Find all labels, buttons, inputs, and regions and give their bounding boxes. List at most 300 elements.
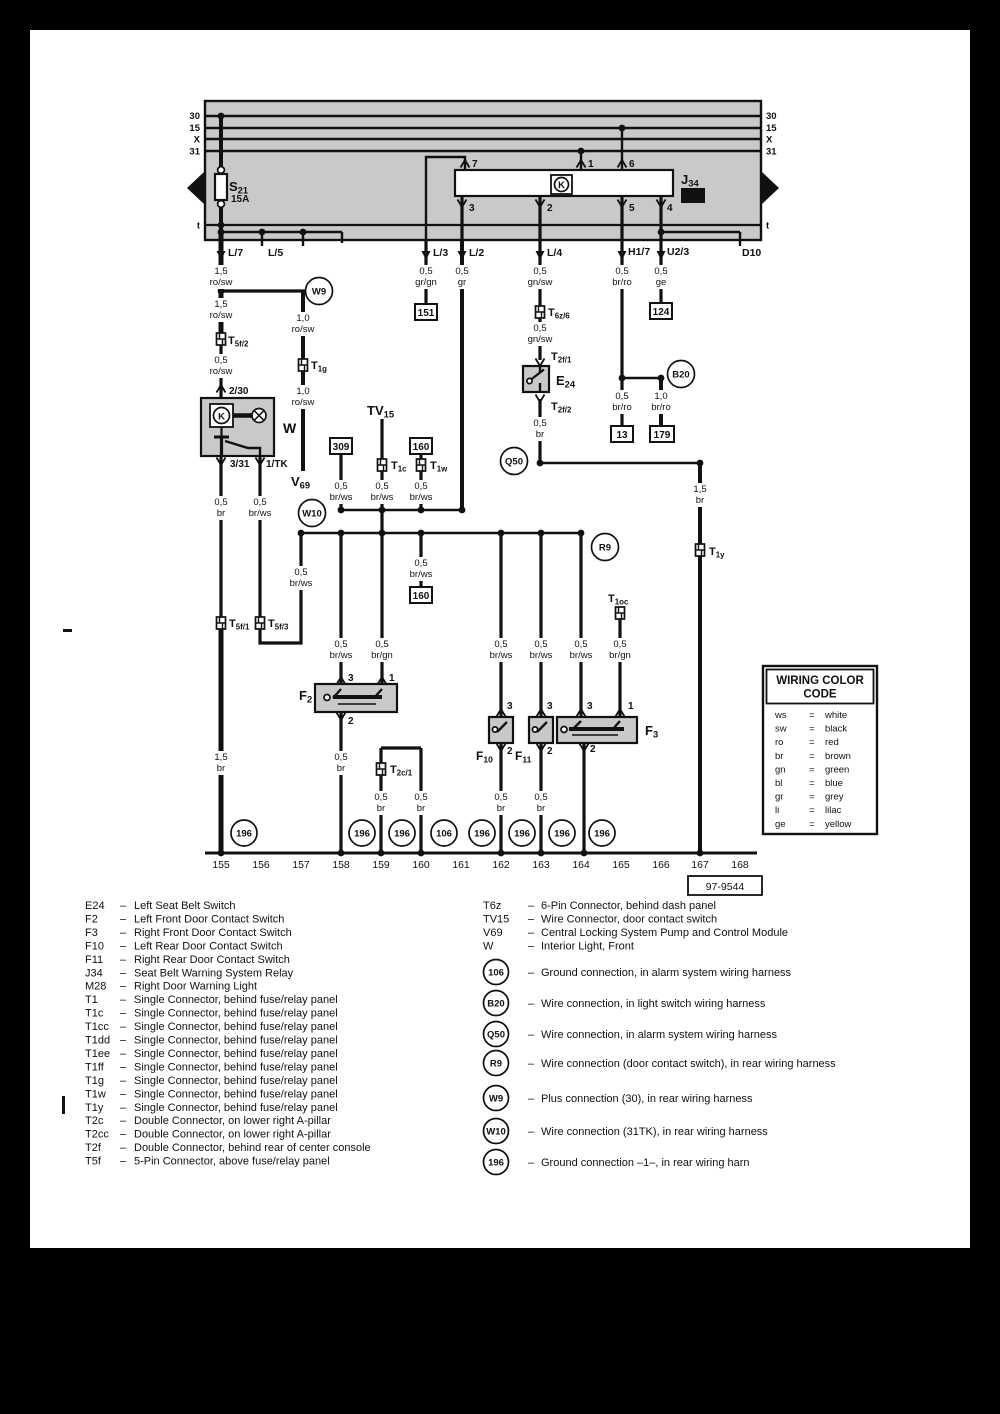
ground-connection-id: 196 xyxy=(474,828,490,840)
legend-desc: Double Connector, on lower right A-pillar xyxy=(134,1115,331,1128)
page-ref-number: 309 xyxy=(332,442,350,453)
wire-label: 0,5 br xyxy=(534,792,548,814)
legend-desc: Double Connector, on lower right A-pillar xyxy=(134,1128,331,1141)
legend-code: M28 xyxy=(85,980,107,993)
wire-label: 1,5 ro/sw xyxy=(209,299,233,321)
color-code-equals: = xyxy=(809,723,815,735)
legend-circle-id: W10 xyxy=(486,1126,506,1138)
wire-label: 0,5 br/ws xyxy=(329,481,353,503)
wire-label: 0,5 br xyxy=(414,792,428,814)
wire-label: 1,0 br/ro xyxy=(651,391,671,413)
wire-label: 0,5 br/ws xyxy=(409,481,433,503)
legend-desc: Single Connector, behind fuse/relay panel xyxy=(134,1021,338,1034)
track-number: 155 xyxy=(212,859,230,871)
legend-dash: – xyxy=(120,900,127,912)
light-bulb-letter: K xyxy=(218,411,225,423)
connector-symbol-icon xyxy=(536,306,545,318)
legend-code: T1y xyxy=(85,1101,104,1114)
wire-label: 0,5 br/ws xyxy=(370,481,394,503)
connector-designation: U2/3 xyxy=(667,246,690,258)
track-number: 156 xyxy=(252,859,270,871)
legend-desc: Right Rear Door Contact Switch xyxy=(134,953,290,966)
junction-dot xyxy=(581,850,588,857)
legend-desc: Seat Belt Warning System Relay xyxy=(134,967,294,980)
connector-designation: L/3 xyxy=(433,247,449,259)
legend-code: T1w xyxy=(85,1088,106,1101)
seat-belt-switch-e24 xyxy=(523,366,549,392)
wire-label: 0,5 gr/gn xyxy=(415,266,437,288)
door-switch-f11 xyxy=(529,717,553,743)
legend-desc: Left Rear Door Contact Switch xyxy=(134,940,283,953)
color-code-equals: = xyxy=(809,764,815,776)
terminal-label: 3 xyxy=(547,701,553,712)
ground-connection-id: 196 xyxy=(594,828,610,840)
wire-label: 0,5 br xyxy=(374,792,388,814)
legend-desc: Single Connector, behind fuse/relay panel xyxy=(134,1047,338,1060)
color-code-equals: = xyxy=(809,778,815,789)
track-number: 163 xyxy=(532,859,550,871)
junction-dot xyxy=(538,530,545,537)
component-label: $T_{2c/1}$ xyxy=(390,764,413,778)
color-code-name: black xyxy=(825,723,848,735)
legend-code: T1 xyxy=(85,994,98,1007)
bus-label: X xyxy=(766,134,773,146)
junction-dot xyxy=(338,850,345,857)
junction-dot xyxy=(459,507,466,514)
terminal-label: 5 xyxy=(629,203,635,214)
legend-dash: – xyxy=(120,1074,127,1087)
legend-desc: Wire connection (31TK), in rear wiring harness xyxy=(541,1126,768,1138)
junction-dot xyxy=(658,375,665,382)
wire-label: 1,5 br xyxy=(214,752,228,774)
wire-label: 0,5 br/ws xyxy=(409,558,433,580)
wiring-color-code xyxy=(763,666,877,834)
color-code-title: CODE xyxy=(803,688,837,701)
component-label: J34 xyxy=(681,172,699,189)
connector-symbol-icon xyxy=(299,359,308,371)
legend-dash: – xyxy=(528,1058,535,1070)
color-code-name: green xyxy=(825,764,850,776)
component-label: $F_{10}$ xyxy=(476,749,493,765)
color-code-equals: = xyxy=(809,805,815,817)
legend-circle-id: B20 xyxy=(487,998,505,1010)
legend-desc: Left Front Door Contact Switch xyxy=(134,913,285,926)
legend-code: T6z xyxy=(483,900,502,912)
wire-label: 0,5 br/ws xyxy=(569,639,593,661)
legend-code: T1cc xyxy=(85,1021,109,1034)
legend-dash: – xyxy=(120,940,127,953)
junction-dot xyxy=(498,850,505,857)
track-number: 162 xyxy=(492,859,510,871)
wire-connection-id: Q50 xyxy=(505,456,523,468)
component-label: 15A xyxy=(231,194,250,205)
junction-dot xyxy=(379,507,386,514)
scan-artifact-bar xyxy=(62,1096,65,1114)
terminal-label: 1 xyxy=(628,701,634,712)
legend-dash: – xyxy=(120,953,127,966)
legend-dash: – xyxy=(528,913,535,926)
legend-dash: – xyxy=(120,994,127,1007)
legend-desc: Double Connector, behind rear of center console xyxy=(134,1142,371,1155)
junction-dot xyxy=(578,530,585,537)
connector-designation: L/4 xyxy=(547,247,563,259)
color-code-equals: = xyxy=(809,791,815,803)
t-label: t xyxy=(196,220,200,232)
junction-dot xyxy=(300,229,307,236)
bus-label: 30 xyxy=(189,111,200,122)
terminal-label: 2 xyxy=(507,746,513,757)
component-label: $F_{11}$ xyxy=(515,749,532,765)
wire-label: 0,5 gn/sw xyxy=(527,323,553,345)
legend-dash: – xyxy=(120,913,127,926)
legend-code: E24 xyxy=(85,900,105,912)
terminal-label: 2 xyxy=(348,716,354,727)
bus-label: 31 xyxy=(189,146,200,158)
wire-label: 0,5 br xyxy=(214,497,228,519)
legend-code: J34 xyxy=(85,967,103,980)
junction-dot xyxy=(418,530,425,537)
legend-dash: – xyxy=(120,967,127,980)
component-label: $T_{1c}$ xyxy=(391,460,407,474)
color-code-name: red xyxy=(825,737,839,749)
component-label: $T_{1w}$ xyxy=(430,460,448,474)
legend-dash: – xyxy=(120,1088,127,1101)
track-number: 159 xyxy=(372,859,390,871)
junction-dot xyxy=(338,530,345,537)
legend-desc: Interior Light, Front xyxy=(541,940,634,953)
color-code-abbr: li xyxy=(775,805,780,817)
legend-circle-id: 196 xyxy=(488,1157,504,1169)
wire-label: 0,5 br/ws xyxy=(489,639,513,661)
legend-circle-id: Q50 xyxy=(487,1029,505,1041)
component-label: TV15 xyxy=(367,403,395,420)
color-code-abbr: gn xyxy=(775,764,786,776)
component-label: $T_{2f/2}$ xyxy=(551,401,572,415)
ground-connection-id: 196 xyxy=(354,828,370,840)
legend-desc: Left Seat Belt Switch xyxy=(134,900,236,912)
terminal-label: 7 xyxy=(472,159,478,170)
legend-code: T1ee xyxy=(85,1047,111,1060)
connector-symbol-icon xyxy=(217,617,226,629)
junction-dot xyxy=(578,148,585,155)
connector-symbol-icon xyxy=(377,763,386,775)
legend-desc: Ground connection –1–, in rear wiring harn xyxy=(541,1157,750,1169)
track-number: 167 xyxy=(691,859,709,871)
component-label: $T_{2f/1}$ xyxy=(551,351,572,365)
legend-code: V69 xyxy=(483,926,503,939)
legend-dash: – xyxy=(120,980,127,993)
wire-connection-id: B20 xyxy=(672,369,690,381)
page-ref-number: 124 xyxy=(652,307,670,318)
legend-desc: Wire connection, in light switch wiring harness xyxy=(541,998,766,1010)
terminal-label: 4 xyxy=(667,203,673,214)
component-label: E24 xyxy=(556,373,576,390)
diagram-number-box xyxy=(688,876,762,895)
track-number: 164 xyxy=(572,859,590,871)
terminal-label: 2/30 xyxy=(229,386,249,397)
legend-dash: – xyxy=(120,1047,127,1060)
bus-label: 30 xyxy=(766,111,777,122)
color-code-abbr: ro xyxy=(775,737,784,749)
bus-label: 15 xyxy=(189,123,200,134)
legend-dash: – xyxy=(528,940,535,953)
color-code-equals: = xyxy=(809,818,815,830)
connector-symbol-icon xyxy=(256,617,265,629)
legend-dash: – xyxy=(120,1101,127,1114)
wire-label: 1,0 ro/sw xyxy=(291,386,315,408)
component-label: $T_{5f/2}$ xyxy=(228,335,249,349)
component-label: $T_{6z/6}$ xyxy=(548,307,570,321)
wire-connection-id: W9 xyxy=(311,286,327,298)
legend-code: F2 xyxy=(85,913,98,926)
wire-label: 0,5 gr xyxy=(455,266,469,288)
wire-label: 0,5 br/gn xyxy=(609,639,631,661)
page-ref-number: 160 xyxy=(412,442,430,453)
component-label: $T_{1g}$ xyxy=(311,360,327,374)
t-label: t xyxy=(766,220,770,232)
terminal-label: 2 xyxy=(547,203,553,214)
color-code-name: lilac xyxy=(825,805,842,817)
legend-circle-id: R9 xyxy=(489,1058,503,1070)
terminal-label: 6 xyxy=(629,159,635,170)
component-label: $T_{1oc}$ xyxy=(608,593,629,607)
legend-dash: – xyxy=(528,926,535,939)
junction-dot xyxy=(498,530,505,537)
junction-dot xyxy=(298,530,305,537)
color-code-name: white xyxy=(825,710,848,721)
ground-connection-id: 106 xyxy=(436,828,452,840)
connector-symbol-icon xyxy=(616,607,625,619)
terminal-label: 3 xyxy=(587,701,593,712)
wire-label: 0,5 br/ws xyxy=(248,497,272,519)
junction-dot xyxy=(379,530,386,537)
wire-label: 1,5 ro/sw xyxy=(209,266,233,288)
door-switch-f3 xyxy=(557,717,637,743)
door-switch-f2 xyxy=(315,684,397,712)
legend-dash: – xyxy=(120,1142,127,1155)
color-code-equals: = xyxy=(809,750,815,762)
junction-dot xyxy=(338,507,345,514)
legend-code: T2c xyxy=(85,1115,104,1128)
junction-dot xyxy=(259,229,266,236)
legend-desc: Single Connector, behind fuse/relay panel xyxy=(134,1034,338,1047)
track-number: 168 xyxy=(731,859,749,871)
legend-dash: – xyxy=(528,900,535,912)
color-code-title: WIRING COLOR xyxy=(776,675,864,687)
legend-dash: – xyxy=(120,1155,127,1168)
legend-dash: – xyxy=(120,1115,127,1128)
page-ref-number: 160 xyxy=(412,591,430,602)
interior-light-w xyxy=(201,398,274,456)
track-number: 158 xyxy=(332,859,350,871)
legend-circle-id: W9 xyxy=(488,1093,504,1105)
legend-dash: – xyxy=(528,967,535,979)
legend-dash: – xyxy=(120,1034,127,1047)
wire-label: 0,5 ro/sw xyxy=(209,355,233,377)
component-label: $T_{1y}$ xyxy=(709,546,725,560)
legend-desc: Single Connector, behind fuse/relay panel xyxy=(134,1007,338,1020)
component-label: $T_{5f/3}$ xyxy=(268,618,289,632)
component-label: F2 xyxy=(299,688,313,705)
wire-label: 0,5 br/ro xyxy=(612,266,632,288)
legend-code: T2cc xyxy=(85,1128,109,1141)
ground-connection-id: 196 xyxy=(514,828,530,840)
page-ref-number: 13 xyxy=(616,430,628,441)
legend-dash: – xyxy=(120,1021,127,1034)
legend-desc: Wire connection, in alarm system wiring harness xyxy=(541,1029,777,1041)
legend-dash: – xyxy=(528,1126,535,1138)
legend-desc: Central Locking System Pump and Control Module xyxy=(541,926,789,939)
track-number: 160 xyxy=(412,859,430,871)
junction-dot xyxy=(378,850,385,857)
connector-symbol-icon xyxy=(417,459,426,471)
legend-code: W xyxy=(483,940,494,953)
connector-designation: L/5 xyxy=(268,247,284,259)
legend-desc: 6-Pin Connector, behind dash panel xyxy=(541,900,716,912)
legend-code: T1dd xyxy=(85,1034,111,1047)
wire-label: 1,5 br xyxy=(693,484,707,506)
wire-label: 0,5 br xyxy=(494,792,508,814)
scan-artifact-dash xyxy=(63,629,72,632)
terminal-label: 3 xyxy=(348,673,354,684)
wire-label: 0,5 br xyxy=(533,418,547,440)
legend-code: T1ff xyxy=(85,1061,104,1074)
legend-desc: Single Connector, behind fuse/relay panel xyxy=(134,1061,338,1074)
bus-label: X xyxy=(193,134,200,146)
terminal-label: 2 xyxy=(590,744,596,755)
connector-designation: L/7 xyxy=(228,247,244,259)
wire-label: 0,5 br/ro xyxy=(612,391,632,413)
junction-dot xyxy=(218,222,225,229)
terminal-label: 1 xyxy=(588,159,594,170)
legend-code: F3 xyxy=(85,926,98,939)
component-label: $T_{5f/1}$ xyxy=(229,618,250,632)
legend-desc: Single Connector, behind fuse/relay panel xyxy=(134,994,338,1007)
legend-code: F11 xyxy=(85,953,104,966)
legend-desc: Right Door Warning Light xyxy=(134,980,258,993)
color-code-abbr: gr xyxy=(775,791,784,803)
color-code-abbr: br xyxy=(775,750,784,762)
color-code-name: blue xyxy=(825,778,843,789)
wire-label: 0,5 br/ws xyxy=(329,639,353,661)
connector-symbol-icon xyxy=(696,544,705,556)
wire-label: 0,5 br xyxy=(334,752,348,774)
terminal-label: 3/31 xyxy=(230,459,250,470)
color-code-abbr: sw xyxy=(775,723,787,735)
junction-dot xyxy=(537,460,544,467)
legend-code: T1g xyxy=(85,1074,104,1087)
legend-desc: 5-Pin Connector, above fuse/relay panel xyxy=(134,1155,330,1168)
legend-code: T2f xyxy=(85,1142,101,1155)
legend-dash: – xyxy=(120,1128,127,1141)
component-label: F3 xyxy=(645,723,659,740)
page-ref-number: 179 xyxy=(653,430,671,441)
terminal-label: 3 xyxy=(507,701,513,712)
diagram-number: 97-9544 xyxy=(705,881,745,893)
wire-label: 0,5 br/ws xyxy=(289,567,313,589)
connector-designation: D10 xyxy=(742,247,762,259)
legend-desc: Right Front Door Contact Switch xyxy=(134,926,292,939)
legend-desc: Single Connector, behind fuse/relay panel xyxy=(134,1074,338,1087)
relay-code: 9 xyxy=(690,190,696,203)
legend-code: TV15 xyxy=(483,913,510,926)
color-code-abbr: ws xyxy=(775,710,787,721)
connector-designation: L/2 xyxy=(469,247,485,259)
legend-desc: Plus connection (30), in rear wiring harness xyxy=(541,1093,753,1105)
junction-dot xyxy=(619,125,626,132)
legend-dash: – xyxy=(528,1157,535,1169)
legend-code: T1c xyxy=(85,1007,104,1020)
door-switch-f10 xyxy=(489,717,513,743)
track-number: 165 xyxy=(612,859,630,871)
relay-coil-letter: K xyxy=(558,180,565,191)
junction-dot xyxy=(697,460,704,467)
junction-dot xyxy=(218,113,225,120)
legend-code: T5f xyxy=(85,1155,101,1168)
junction-dot xyxy=(538,850,545,857)
track-number: 166 xyxy=(652,859,670,871)
color-code-abbr: bl xyxy=(775,778,783,789)
component-label: W xyxy=(283,420,297,436)
wire-label: 0,5 gn/sw xyxy=(527,266,553,288)
color-code-name: grey xyxy=(825,791,844,803)
junction-dot xyxy=(658,229,665,236)
legend-dash: – xyxy=(120,1007,127,1020)
terminal-label: 1/TK xyxy=(266,459,288,470)
color-code-name: brown xyxy=(825,750,851,762)
color-code-equals: = xyxy=(809,710,815,721)
wire-label: 0,5 ge xyxy=(654,266,668,288)
legend-dash: – xyxy=(528,998,535,1010)
page-ref-number: 151 xyxy=(417,308,435,319)
junction-dot xyxy=(218,850,225,857)
legend-desc: Wire connection (door contact switch), in rear wiring harness xyxy=(541,1058,836,1070)
terminal-label: 2 xyxy=(547,746,553,757)
legend-circle-id: 106 xyxy=(488,967,504,979)
track-number: 157 xyxy=(292,859,310,871)
component-label: V69 xyxy=(291,474,311,491)
wire-label: 1,0 ro/sw xyxy=(291,313,315,335)
wire-label: 0,5 br/ws xyxy=(529,639,553,661)
terminal-label: 3 xyxy=(469,203,475,214)
component-label: S21 xyxy=(229,179,249,196)
junction-dot xyxy=(697,850,704,857)
color-code-equals: = xyxy=(809,737,815,749)
bus-label: 31 xyxy=(766,146,777,158)
legend-desc: Single Connector, behind fuse/relay panel xyxy=(134,1101,338,1114)
legend-dash: – xyxy=(120,1061,127,1074)
legend-desc: Single Connector, behind fuse/relay panel xyxy=(134,1088,338,1101)
connector-symbol-icon xyxy=(217,333,226,345)
connector-symbol-icon xyxy=(378,459,387,471)
color-code-abbr: ge xyxy=(775,818,786,830)
wire-connection-id: W10 xyxy=(302,508,322,520)
terminal-label: 1 xyxy=(389,673,395,684)
legend-desc: Ground connection, in alarm system wiring harness xyxy=(541,967,792,979)
color-code-name: yellow xyxy=(825,818,852,830)
wire-connection-id: R9 xyxy=(598,542,612,554)
wire-label: 0,5 br/gn xyxy=(371,639,393,661)
legend-code: F10 xyxy=(85,940,104,953)
legend-dash: – xyxy=(120,926,127,939)
legend-dash: – xyxy=(528,1029,535,1041)
track-number: 161 xyxy=(452,859,470,871)
junction-dot xyxy=(218,229,225,236)
junction-dot xyxy=(418,507,425,514)
legend-desc: Wire Connector, door contact switch xyxy=(541,913,718,926)
bus-label: 15 xyxy=(766,123,777,134)
ground-connection-id: 196 xyxy=(554,828,570,840)
